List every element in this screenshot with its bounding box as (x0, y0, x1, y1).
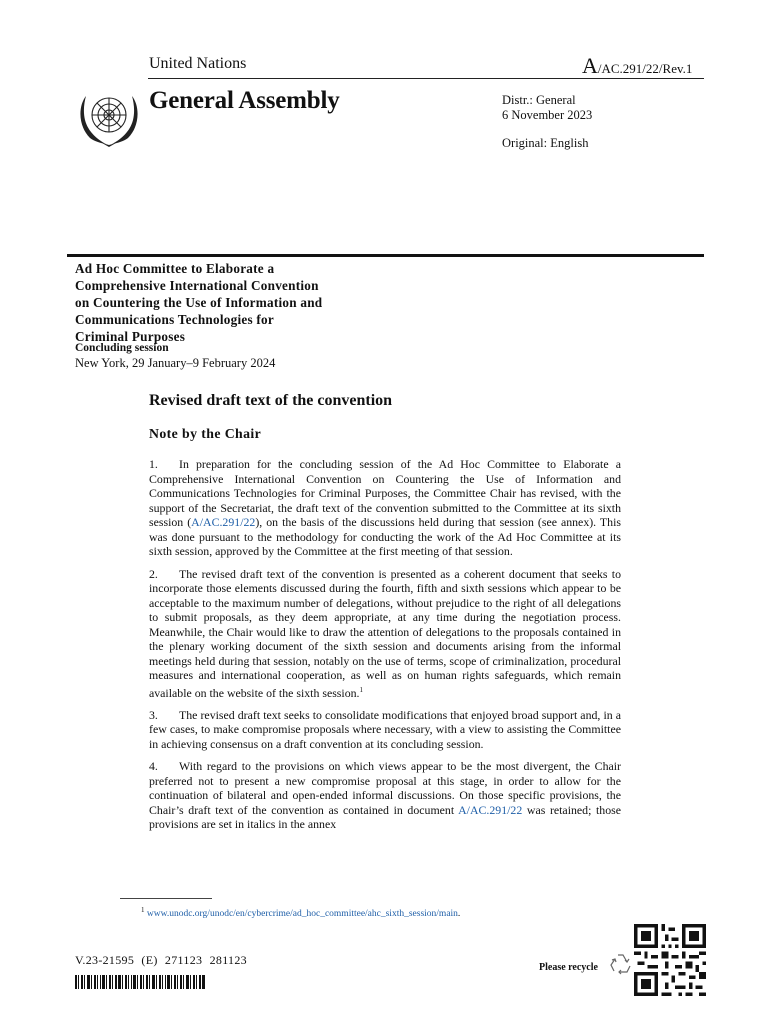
distribution-block (502, 93, 592, 151)
paragraph-text: was retained; those provisions are set in italics in the annex (149, 802, 621, 832)
paragraph-number: 4. (149, 759, 158, 774)
footnote-rule (120, 898, 212, 899)
venue-dates: New York, 29 January–9 February 2024 (75, 356, 276, 370)
paragraph-text: With regard to the provisions on which views appear to be the most divergent, the Chair preferred not to present a new compromise proposal at this stage, in order to allow for the continuation of bilateral and open-ended informal discussions. On those specific provisions, the Chair’s draft text of the convention as contained in document (149, 759, 621, 817)
footnote-number: 1 (141, 906, 145, 914)
footnote-mark[interactable]: 1 (359, 685, 364, 694)
org-name: United Nations (149, 55, 247, 72)
committee-line: Ad Hoc Committee to Elaborate a (75, 261, 275, 276)
committee-line: on Countering the Use of Information and (75, 295, 323, 310)
symbol-rest: /AC.291/22/Rev.1 (597, 61, 693, 76)
paragraph-text: The revised draft text of the convention is presented as a coherent document that seeks to incorporate those elements discussed during the fourth, fifth and sixth sessions which appear to be acceptable to the maximum number of delegations, without prejudice to the right of all delegations to submit proposals, as they deem appropriate, at any time during the negotiation process. Meanwhile, the Chair would like to draw the attention of delegations to the proposals contained in the plenary working document of the sixth session and documents arising from the informal meetings held during that session, notably on the use of terms, scope of criminalization, procedural measures and international cooperation, as well as on human rights safeguards, which remain available on the website of the sixth session. (149, 566, 621, 700)
symbol-prefix: A (582, 53, 598, 78)
document-link[interactable]: A/AC.291/22 (458, 802, 523, 817)
committee-line: Criminal Purposes (75, 329, 186, 344)
body-text (149, 457, 621, 840)
body-name: General Assembly (149, 87, 340, 114)
un-emblem-icon (72, 86, 146, 148)
paragraph-2 (149, 567, 621, 700)
recycle-note: Please recycle (539, 962, 598, 973)
paragraph-1 (149, 457, 621, 559)
barcode-icon (75, 975, 205, 989)
header-rule (148, 78, 704, 79)
document-link[interactable]: A/AC.291/22 (191, 515, 256, 529)
footnote-trail: . (457, 909, 461, 920)
footnote-url[interactable]: www.unodc.org/unodc/en/cybercrime/ad_hoc_committee/ahc_sixth_session/main (146, 909, 458, 920)
job-number: V.23-21595 (E) 271123 281123 (75, 953, 247, 967)
paragraph-text: In preparation for the concluding session of the Ad Hoc Committee to Elaborate a Comprehensive International Convention on Countering the Use of Information and Communications Technologies for Criminal Purposes, the Committee Chair has revised, with the support of the Secretariat, the draft text of the convention submitted to the Committee at its sixth session ( (149, 457, 621, 529)
distribution: Distr.: General (502, 93, 576, 107)
paragraph-3 (149, 708, 621, 752)
footnote (141, 906, 460, 919)
committee-line: Communications Technologies for (75, 312, 274, 327)
committee-line: Comprehensive International Convention (75, 278, 319, 293)
issue-date: 6 November 2023 (502, 108, 593, 122)
paragraph-number: 2. (149, 566, 158, 581)
session-name: Concluding session (75, 342, 169, 354)
paragraph-text: ), on the basis of the discussions held during that session (see annex). This was done pursuant to the methodology for conducting the work of the Ad Hoc Committee at its sixth session, approved by the Committee at the first meeting of that session. (149, 515, 621, 558)
recycle-icon (606, 950, 636, 980)
paragraph-4 (149, 759, 621, 832)
committee-title (75, 260, 322, 345)
paragraph-number: 1. (149, 457, 158, 471)
document-subtitle: Note by the Chair (149, 426, 262, 441)
qr-code-icon (634, 924, 706, 996)
original-language: Original: English (502, 136, 589, 150)
document-symbol (582, 53, 692, 79)
paragraph-text: The revised draft text seeks to consolidate modifications that enjoyed broad support and, in a few cases, to make compromise proposals where necessary, with a view to assisting the Committee in achieving consensus on a draft convention at its concluding session. (149, 707, 621, 751)
paragraph-number: 3. (149, 707, 158, 722)
document-title: Revised draft text of the convention (149, 392, 393, 409)
thick-rule (67, 254, 704, 257)
